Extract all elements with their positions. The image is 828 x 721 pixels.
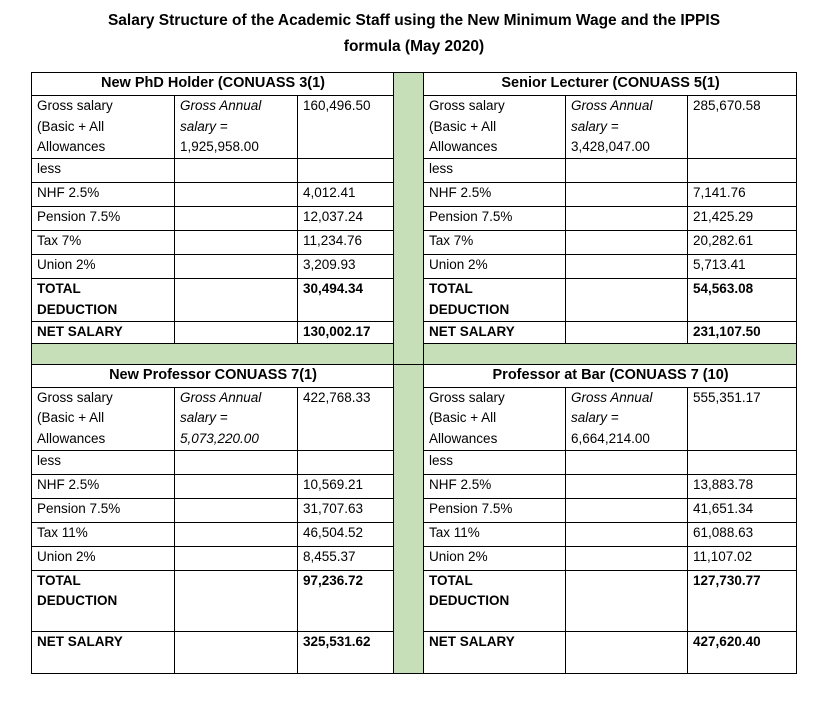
title-line-1: Salary Structure of the Academic Staff using the New Minimum Wage and the IPPIS [107,12,721,29]
gross-label-senior: Gross salary (Basic + All Allowances [424,96,566,159]
gross-monthly-newprof: 422,768.33 [298,387,394,450]
gross-label-phd: Gross salary (Basic + All Allowances [32,96,175,159]
nhf-label-profbar: NHF 2.5% [424,474,566,498]
column-separator-top [394,73,424,365]
tax-label-profbar: Tax 11% [424,522,566,546]
tax-label-newprof: Tax 11% [32,522,175,546]
page-title [0,8,828,60]
total-deduction-value-senior: 54,563.08 [688,279,797,322]
gross-annual-phd: Gross Annual salary = 1,925,958.00 [175,96,298,159]
block-heading-newprof: New Professor CONUASS 7(1) [32,364,394,387]
less-label-senior: less [424,159,566,183]
gross-annual-profbar: Gross Annual salary = 6,664,214.00 [566,387,688,450]
tax-value-newprof: 46,504.52 [298,522,394,546]
nhf-value-newprof: 10,569.21 [298,474,394,498]
salary-table [31,72,797,674]
gross-annual-newprof: Gross Annual salary = 5,073,220.00 [175,387,298,450]
tax-label-phd: Tax 7% [32,231,175,255]
net-salary-value-senior: 231,107.50 [688,322,797,344]
net-salary-value-newprof: 325,531.62 [298,631,394,673]
tax-value-profbar: 61,088.63 [688,522,797,546]
net-salary-value-profbar: 427,620.40 [688,631,797,673]
less-label-newprof: less [32,450,175,474]
nhf-label-senior: NHF 2.5% [424,183,566,207]
heading-row-bottom [32,364,797,387]
block-heading-profbar: Professor at Bar (CONUASS 7 (10) [424,364,797,387]
tax-value-senior: 20,282.61 [688,231,797,255]
total-deduction-label-senior: TOTAL DEDUCTION [424,279,566,322]
pension-label-profbar: Pension 7.5% [424,498,566,522]
gross-annual-senior: Gross Annual salary = 3,428,047.00 [566,96,688,159]
less-label-profbar: less [424,450,566,474]
gross-monthly-senior: 285,670.58 [688,96,797,159]
pension-value-senior: 21,425.29 [688,207,797,231]
gross-annual-value-phd: 1,925,958.00 [180,139,259,154]
net-salary-label-newprof: NET SALARY [32,631,175,673]
pension-value-profbar: 41,651.34 [688,498,797,522]
total-deduction-value-phd: 30,494.34 [298,279,394,322]
total-deduction-label-phd: TOTAL DEDUCTION [32,279,175,322]
union-label-newprof: Union 2% [32,546,175,570]
union-label-senior: Union 2% [424,255,566,279]
column-separator-bottom [394,364,424,673]
union-label-phd: Union 2% [32,255,175,279]
union-value-profbar: 11,107.02 [688,546,797,570]
tax-value-phd: 11,234.76 [298,231,394,255]
tax-label-senior: Tax 7% [424,231,566,255]
less-label-phd: less [32,159,175,183]
title-line-2: formula (May 2020) [343,38,485,55]
pension-label-senior: Pension 7.5% [424,207,566,231]
total-deduction-value-newprof: 97,236.72 [298,570,394,631]
pension-label-phd: Pension 7.5% [32,207,175,231]
net-salary-label-profbar: NET SALARY [424,631,566,673]
heading-row-top [32,73,797,96]
nhf-value-profbar: 13,883.78 [688,474,797,498]
gross-label-profbar: Gross salary (Basic + All Allowances [424,387,566,450]
block-heading-phd: New PhD Holder (CONUASS 3(1) [32,73,394,96]
net-salary-value-phd: 130,002.17 [298,322,394,344]
gross-annual-value-newprof: 5,073,220.00 [180,430,259,446]
total-deduction-label-profbar: TOTAL DEDUCTION [424,570,566,631]
union-value-newprof: 8,455.37 [298,546,394,570]
nhf-label-newprof: NHF 2.5% [32,474,175,498]
union-label-profbar: Union 2% [424,546,566,570]
gross-annual-value-senior: 3,428,047.00 [571,139,650,154]
gross-annual-value-profbar: 6,664,214.00 [571,430,650,446]
pension-value-phd: 12,037.24 [298,207,394,231]
total-deduction-label-newprof: TOTAL DEDUCTION [32,570,175,631]
gross-label-newprof: Gross salary (Basic + All Allowances [32,387,175,450]
nhf-label-phd: NHF 2.5% [32,183,175,207]
gross-monthly-profbar: 555,351.17 [688,387,797,450]
pension-label-newprof: Pension 7.5% [32,498,175,522]
net-salary-label-phd: NET SALARY [32,322,175,344]
pension-value-newprof: 31,707.63 [298,498,394,522]
net-salary-label-senior: NET SALARY [424,322,566,344]
nhf-value-senior: 7,141.76 [688,183,797,207]
total-deduction-value-profbar: 127,730.77 [688,570,797,631]
union-value-phd: 3,209.93 [298,255,394,279]
block-heading-senior: Senior Lecturer (CONUASS 5(1) [424,73,797,96]
nhf-value-phd: 4,012.41 [298,183,394,207]
union-value-senior: 5,713.41 [688,255,797,279]
gross-monthly-phd: 160,496.50 [298,96,394,159]
